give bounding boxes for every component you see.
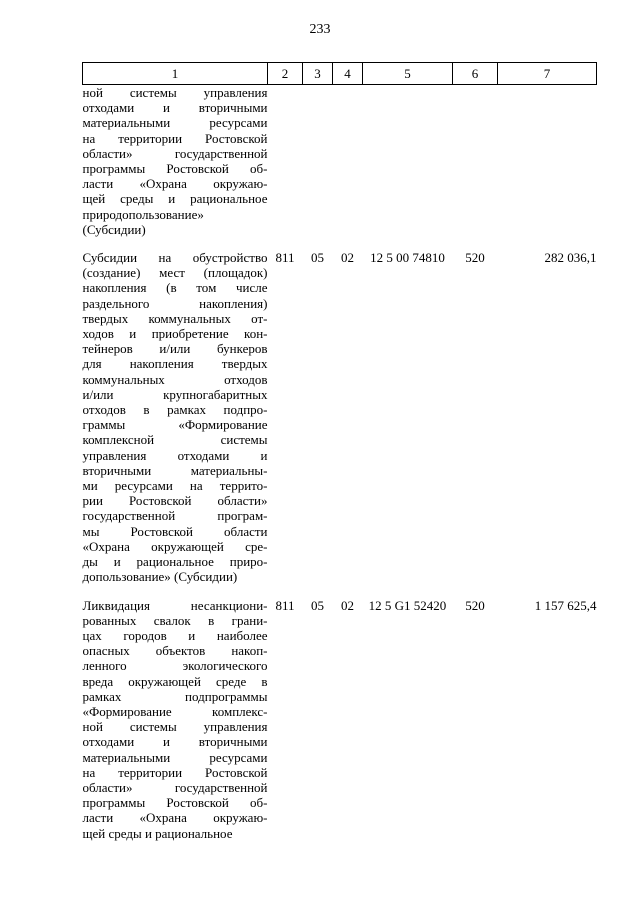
description-line: материальными ресурсами xyxy=(82,749,268,765)
table-row xyxy=(83,85,597,238)
description-line: рамках подпрограммы xyxy=(82,688,268,704)
description-line: ной системы управления xyxy=(82,719,268,735)
expense-type-code xyxy=(453,85,498,238)
subsection-code: 02 xyxy=(341,250,354,266)
column-header: 1 xyxy=(83,63,268,85)
description-line: рии Ростовской области» xyxy=(82,493,268,509)
row-spacer xyxy=(83,585,597,598)
row-spacer xyxy=(83,237,597,250)
ministry-code: 811 xyxy=(275,597,295,613)
section-code: 05 xyxy=(311,597,324,613)
target-article-code: 12 5 G1 52420 xyxy=(368,597,447,613)
description-line: мы Ростовской области xyxy=(82,523,268,539)
section-code xyxy=(303,85,333,238)
description-line: ной системы управления xyxy=(82,85,268,100)
table-row xyxy=(83,250,597,584)
target-article-code xyxy=(363,85,453,238)
description-line: опасных объектов накоп- xyxy=(82,643,268,659)
description-line: ленного экологического xyxy=(82,658,268,674)
description-line: коммунальных отходов xyxy=(82,371,268,387)
description-line: ды и рациональное приро- xyxy=(82,554,268,570)
description-line: допользование» (Субсидии) xyxy=(82,569,238,585)
description-line: (Субсидии) xyxy=(82,221,146,237)
description-line: программы Ростовской об- xyxy=(82,795,268,811)
description-line: вторичными материальны- xyxy=(82,462,268,478)
description-line: на территории Ростовской xyxy=(82,764,268,780)
section-code: 05 xyxy=(311,250,324,266)
subsection-code xyxy=(333,85,363,238)
description-line: накопления (в том числе xyxy=(82,280,268,296)
description-line: (создание) мест (площадок) xyxy=(82,265,268,281)
description-line: «Формирование комплекс- xyxy=(82,703,268,719)
description-line: «Охрана окружающей сре- xyxy=(82,538,268,554)
description-line: рованных свалок в грани- xyxy=(82,612,268,628)
description-line: вреда окружающей среде в xyxy=(82,673,268,689)
row-description xyxy=(83,598,268,841)
description-line: области» государственной xyxy=(82,145,268,161)
description-line: щей среды и рациональное xyxy=(82,825,233,841)
description-line: щей среды и рациональное xyxy=(82,191,268,207)
table-body xyxy=(83,85,597,841)
description-line: государственной програм- xyxy=(82,508,268,524)
ministry-code xyxy=(268,85,303,238)
row-description xyxy=(83,250,268,584)
description-line: отходами и вторичными xyxy=(82,100,268,116)
description-line: твердых коммунальных от- xyxy=(82,310,268,326)
column-header: 4 xyxy=(333,63,363,85)
expense-type-code: 520 xyxy=(465,250,485,266)
column-header: 6 xyxy=(453,63,498,85)
column-header: 5 xyxy=(363,63,453,85)
column-header: 7 xyxy=(498,63,597,85)
description-line: области» государственной xyxy=(82,779,268,795)
description-line: материальными ресурсами xyxy=(82,115,268,131)
description-line: ласти «Охрана окружаю- xyxy=(82,810,268,826)
description-line: природопользование» xyxy=(82,206,204,222)
description-line: Субсидии на обустройство xyxy=(82,250,268,266)
expense-type-code: 520 xyxy=(465,597,485,613)
column-header: 2 xyxy=(268,63,303,85)
column-header: 3 xyxy=(303,63,333,85)
table-row xyxy=(83,598,597,841)
amount: 1 157 625,4 xyxy=(534,597,597,613)
ministry-code: 811 xyxy=(275,250,295,266)
description-line: ласти «Охрана окружаю- xyxy=(82,176,268,192)
description-line: программы Ростовской об- xyxy=(82,161,268,177)
description-line: цах городов и наиболее xyxy=(82,627,268,643)
description-line: граммы «Формирование xyxy=(82,417,268,433)
amount xyxy=(498,85,597,238)
amount: 282 036,1 xyxy=(544,250,597,266)
budget-table xyxy=(82,62,597,841)
description-line: комплексной системы xyxy=(82,432,268,448)
description-line: управления отходами и xyxy=(82,447,268,463)
target-article-code: 12 5 00 74810 xyxy=(370,250,445,266)
page-number: 233 xyxy=(309,22,331,37)
table-header-row xyxy=(83,63,597,85)
row-description xyxy=(83,85,268,238)
description-line: ходов и приобретение кон- xyxy=(82,326,268,342)
description-line: ми ресурсами на террито- xyxy=(82,478,268,494)
description-line: Ликвидация несанкциони- xyxy=(82,597,268,613)
subsection-code: 02 xyxy=(341,597,354,613)
description-line: отходами и вторичными xyxy=(82,734,268,750)
description-line: для накопления твердых xyxy=(82,356,268,372)
description-line: раздельного накопления) xyxy=(82,295,268,311)
description-line: отходов в рамках подпро- xyxy=(82,402,268,418)
description-line: тейнеров и/или бункеров xyxy=(82,341,268,357)
description-line: на территории Ростовской xyxy=(82,130,268,146)
description-line: и/или крупногабаритных xyxy=(82,386,268,402)
